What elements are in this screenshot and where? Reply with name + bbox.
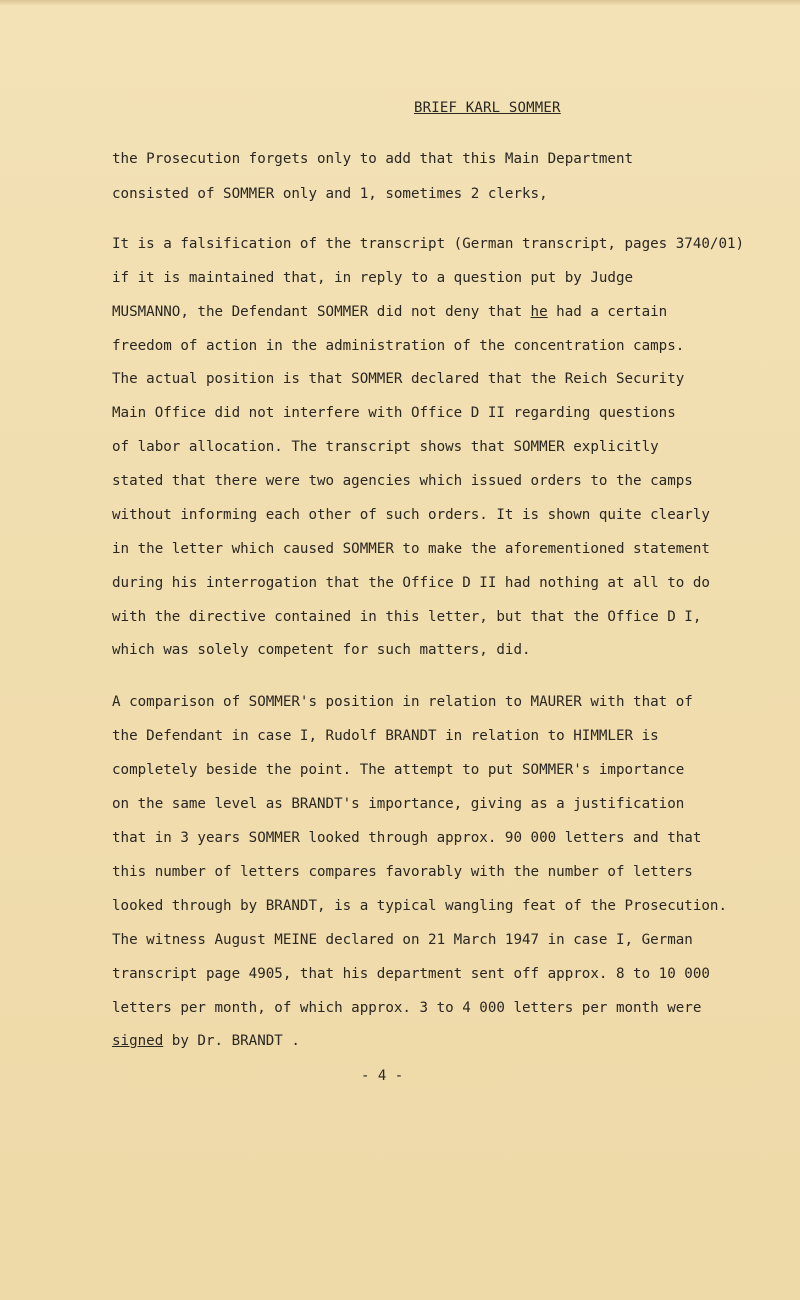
text-line: looked through by BRANDT, is a typical wangling feat of the Prosecution. <box>112 898 727 914</box>
text-line: A comparison of SOMMER's position in relation to MAURER with that of <box>112 694 693 710</box>
text-line: the Prosecution forgets only to add that this Main Department <box>112 151 634 167</box>
text-segment: by Dr. BRANDT . <box>163 1033 300 1049</box>
text-line: during his interrogation that the Office D II had nothing at all to do <box>112 575 710 591</box>
text-line: letters per month, of which approx. 3 to 4 000 letters per month were <box>112 1000 702 1016</box>
paper-edge <box>0 0 800 6</box>
text-line: completely beside the point. The attempt to put SOMMER's importance <box>112 762 685 778</box>
text-line: in the letter which caused SOMMER to make the aforementioned statement <box>112 541 710 557</box>
text-line: consisted of SOMMER only and 1, sometimes 2 clerks, <box>112 186 548 202</box>
text-line: stated that there were two agencies which issued orders to the camps <box>112 473 693 489</box>
text-line: if it is maintained that, in reply to a question put by Judge <box>112 270 634 286</box>
text-line: of labor allocation. The transcript shows that SOMMER explicitly <box>112 439 659 455</box>
text-line: that in 3 years SOMMER looked through approx. 90 000 letters and that <box>112 830 702 846</box>
text-line: The witness August MEINE declared on 21 March 1947 in case I, German <box>112 932 693 948</box>
text-line: on the same level as BRANDT's importance, giving as a justification <box>112 796 685 812</box>
text-line: with the directive contained in this letter, but that the Office D I, <box>112 609 702 625</box>
text-line: without informing each other of such orders. It is shown quite clearly <box>112 507 710 523</box>
text-line: the Defendant in case I, Rudolf BRANDT in relation to HIMMLER is <box>112 728 659 744</box>
text-line: Main Office did not interfere with Office D II regarding questions <box>112 405 676 421</box>
underlined-word: signed <box>112 1033 164 1049</box>
text-line: transcript page 4905, that his department sent off approx. 8 to 10 000 <box>112 966 710 982</box>
text-line <box>112 303 667 321</box>
text-line: this number of letters compares favorably with the number of letters <box>112 864 693 880</box>
text-line: which was solely competent for such matters, did. <box>112 642 531 658</box>
text-segment: MUSMANNO, the Defendant SOMMER did not deny that <box>112 304 531 320</box>
text-segment: had a certain <box>547 304 668 320</box>
underlined-word: he <box>530 304 548 320</box>
text-line <box>112 1032 300 1050</box>
page-number: - 4 - <box>361 1068 404 1084</box>
page-title: BRIEF KARL SOMMER <box>414 100 561 116</box>
text-line: The actual position is that SOMMER declared that the Reich Security <box>112 371 685 387</box>
text-line: It is a falsification of the transcript (German transcript, pages 3740/01) <box>112 236 745 252</box>
text-line: freedom of action in the administration of the concentration camps. <box>112 338 685 354</box>
